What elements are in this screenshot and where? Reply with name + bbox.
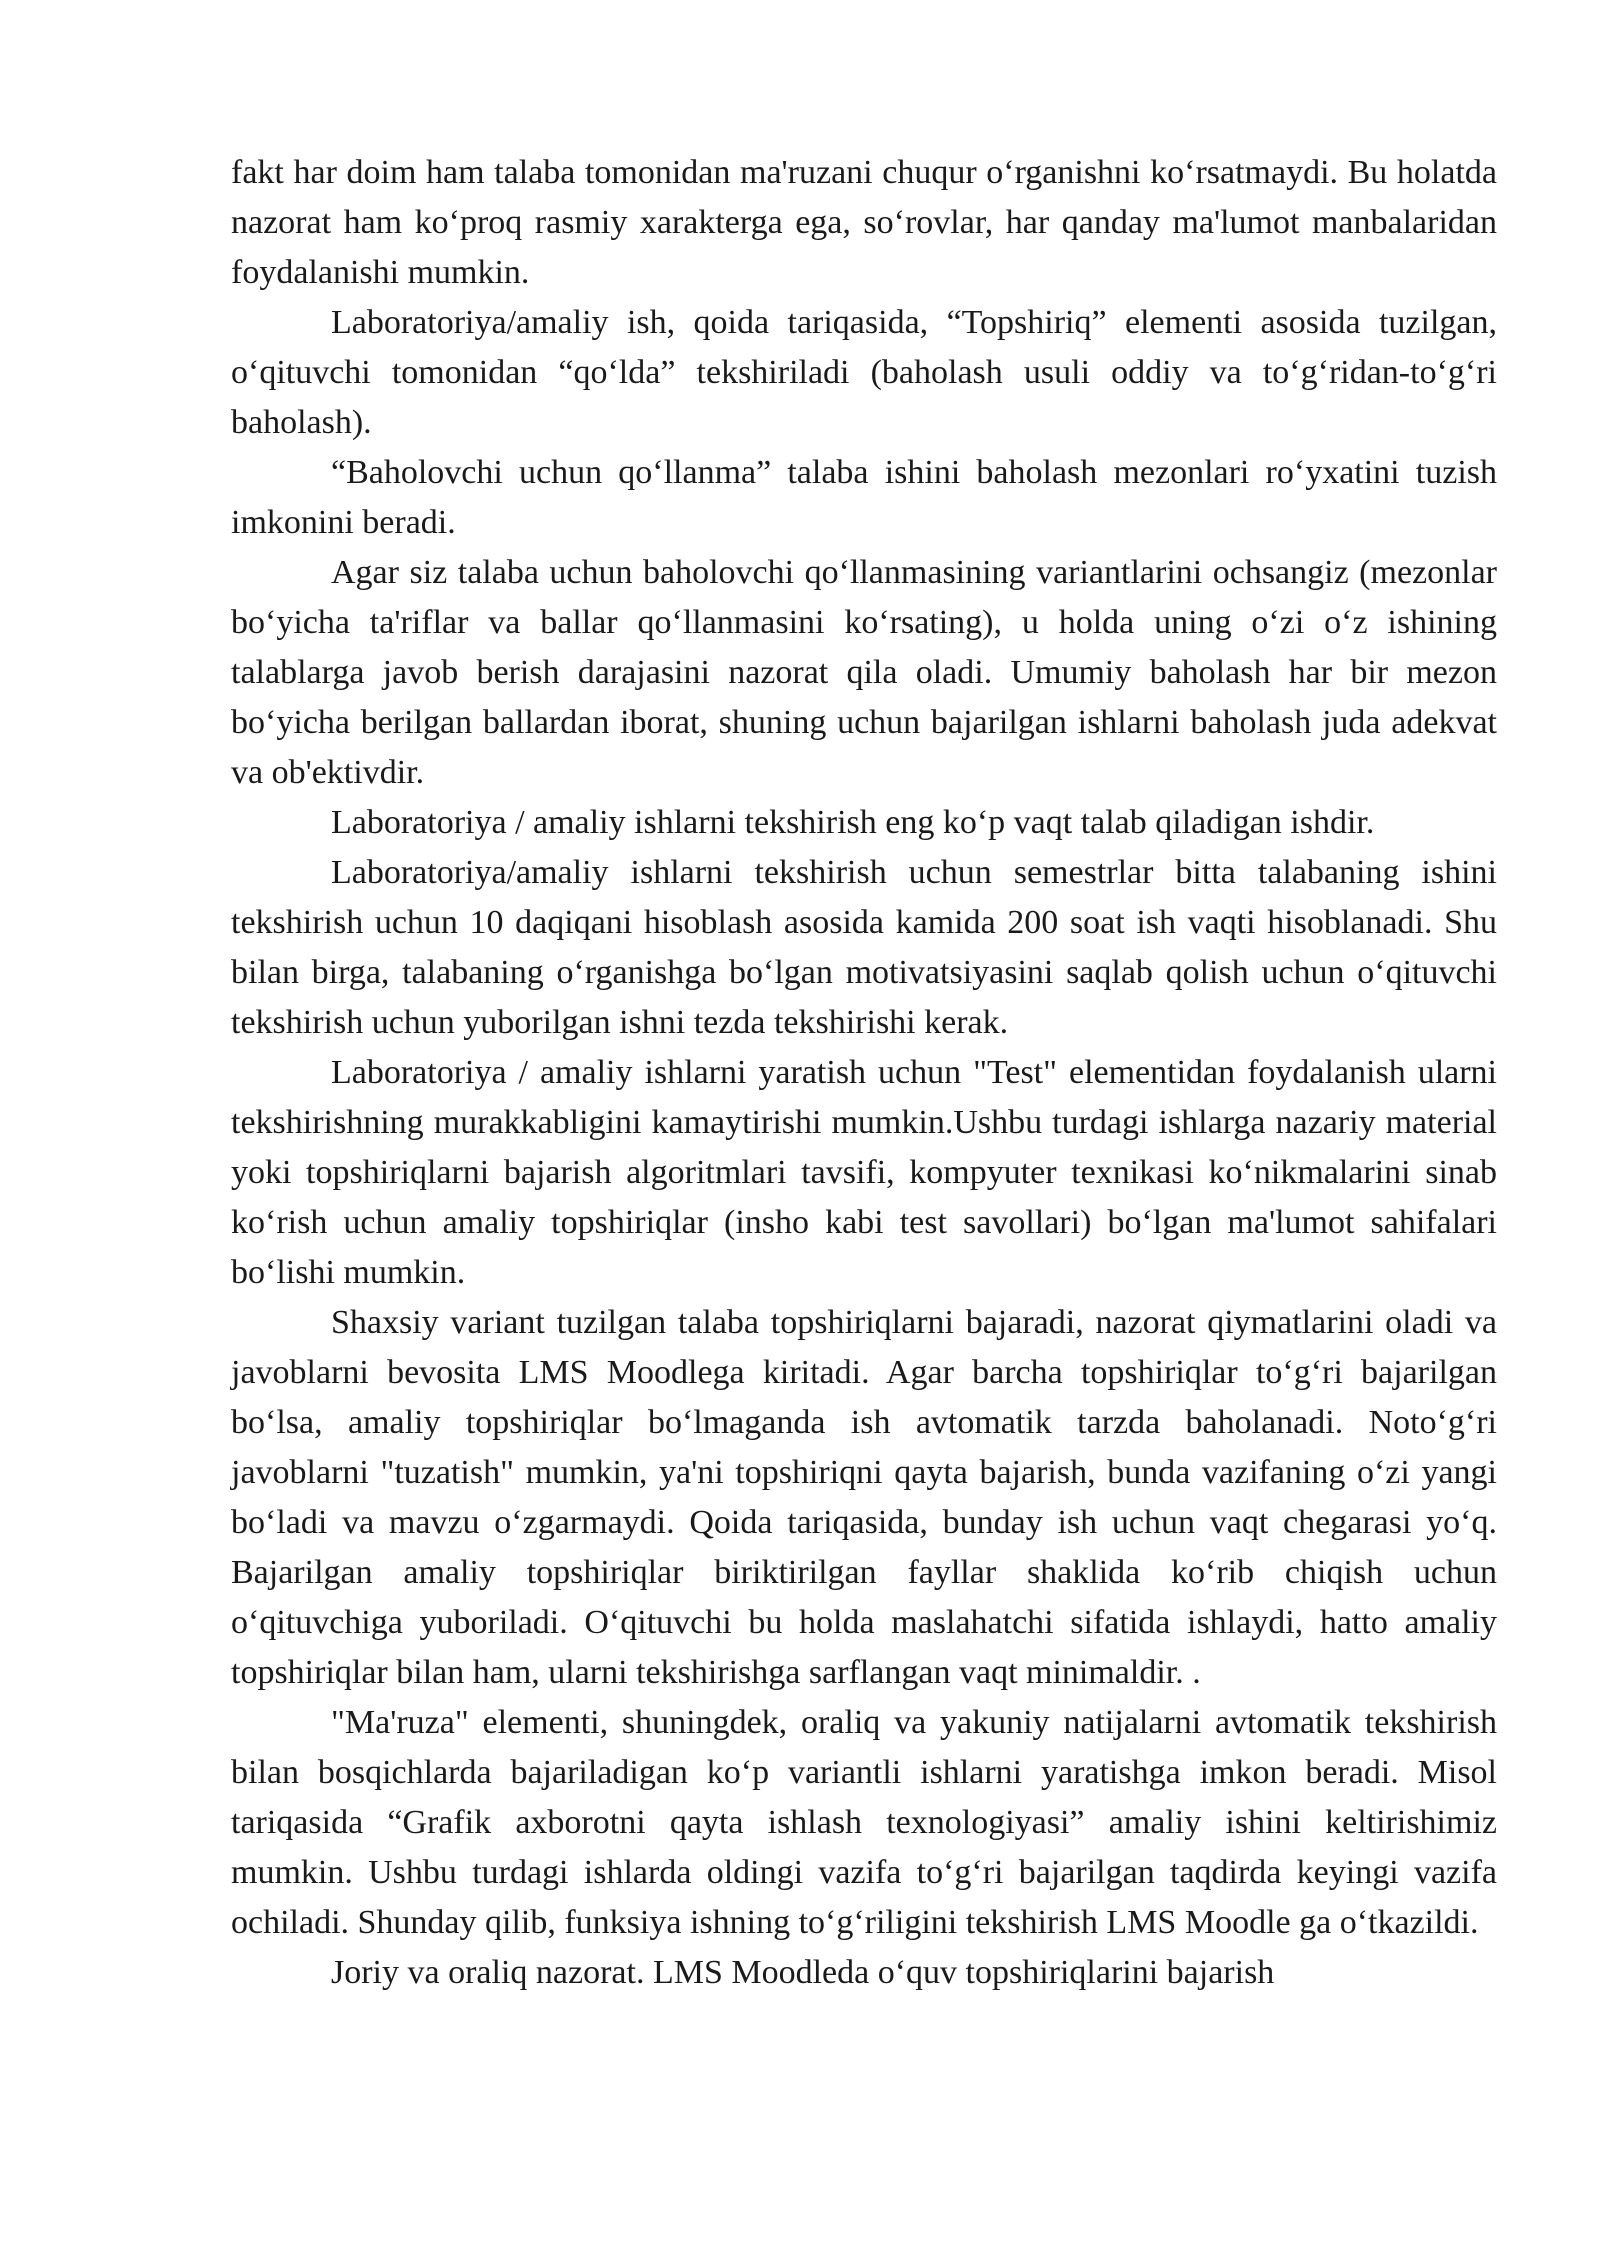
paragraph: “Baholovchi uchun qo‘llanma” talaba ishini baholash mezonlari ro‘yxatini tuzish imkonini beradi.: [231, 454, 1497, 541]
paragraph-continuation: fakt har doim ham talaba tomonidan ma'ruzani chuqur o‘rganishni ko‘rsatmaydi. Bu holatda nazorat ham ko‘proq rasmiy xarakterga ega, so‘rovlar, har qanday ma'lumot manbalaridan foydalanishi mumkin.: [231, 154, 1497, 291]
paragraph: Agar siz talaba uchun baholovchi qo‘llanmasining variantlarini ochsangiz (mezonlar bo‘yicha ta'riflar va ballar qo‘llanmasini ko‘rsating), u holda uning o‘zi o‘z ishining talablarga javob berish darajasini nazorat qila oladi. Umumiy baholash har bir mezon bo‘yicha berilgan ballardan iborat, shuning uchun bajarilgan ishlarni baholash juda adekvat va ob'ektivdir.: [231, 554, 1497, 791]
paragraph: Laboratoriya/amaliy ish, qoida tariqasida, “Topshiriq” elementi asosida tuzilgan, o‘qituvchi tomonidan “qo‘lda” tekshiriladi (baholash usuli oddiy va to‘g‘ridan-to‘g‘ri baholash).: [231, 304, 1497, 441]
document-body: [231, 148, 1497, 1998]
paragraph: Laboratoriya/amaliy ishlarni tekshirish uchun semestrlar bitta talabaning ishini tekshirish uchun 10 daqiqani hisoblash asosida kamida 200 soat ish vaqti hisoblanadi. Shu bilan birga, talabaning o‘rganishga bo‘lgan motivatsiyasini saqlab qolish uchun o‘qituvchi tekshirish uchun yuborilgan ishni tezda tekshirishi kerak.: [231, 854, 1497, 1041]
paragraph: Shaxsiy variant tuzilgan talaba topshiriqlarni bajaradi, nazorat qiymatlarini oladi va javoblarni bevosita LMS Moodlega kiritadi. Agar barcha topshiriqlar to‘g‘ri bajarilgan bo‘lsa, amaliy topshiriqlar bo‘lmaganda ish avtomatik tarzda baholanadi. Noto‘g‘ri javoblarni "tuzatish" mumkin, ya'ni topshiriqni qayta bajarish, bunda vazifaning o‘zi yangi bo‘ladi va mavzu o‘zgarmaydi. Qoida tariqasida, bunday ish uchun vaqt chegarasi yo‘q. Bajarilgan amaliy topshiriqlar biriktirilgan fayllar shaklida ko‘rib chiqish uchun o‘qituvchiga yuboriladi. O‘qituvchi bu holda maslahatchi sifatida ishlaydi, hatto amaliy topshiriqlar bilan ham, ularni tekshirishga sarflangan vaqt minimaldir. .: [231, 1304, 1497, 1691]
paragraph: "Ma'ruza" elementi, shuningdek, oraliq va yakuniy natijalarni avtomatik tekshirish bilan bosqichlarda bajariladigan ko‘p variantli ishlarni yaratishga imkon beradi. Misol tariqasida “Grafik axborotni qayta ishlash texnologiyasi” amaliy ishini keltirishimiz mumkin. Ushbu turdagi ishlarda oldingi vazifa to‘g‘ri bajarilgan taqdirda keyingi vazifa ochiladi. Shunday qilib, funksiya ishning to‘g‘riligini tekshirish LMS Moodle ga o‘tkazildi.: [231, 1704, 1497, 1941]
paragraph-last: Joriy va oraliq nazorat. LMS Moodleda o‘quv topshiriqlarini bajarish: [331, 1954, 1275, 1991]
paragraph: Laboratoriya / amaliy ishlarni yaratish uchun "Test" elementidan foydalanish ularni tekshirishning murakkabligini kamaytirishi mumkin.Ushbu turdagi ishlarga nazariy material yoki topshiriqlarni bajarish algoritmlari tavsifi, kompyuter texnikasi ko‘nikmalarini sinab ko‘rish uchun amaliy topshiriqlar (insho kabi test savollari) bo‘lgan ma'lumot sahifalari bo‘lishi mumkin.: [231, 1054, 1497, 1291]
paragraph: Laboratoriya / amaliy ishlarni tekshirish eng ko‘p vaqt talab qiladigan ishdir.: [331, 804, 1375, 841]
